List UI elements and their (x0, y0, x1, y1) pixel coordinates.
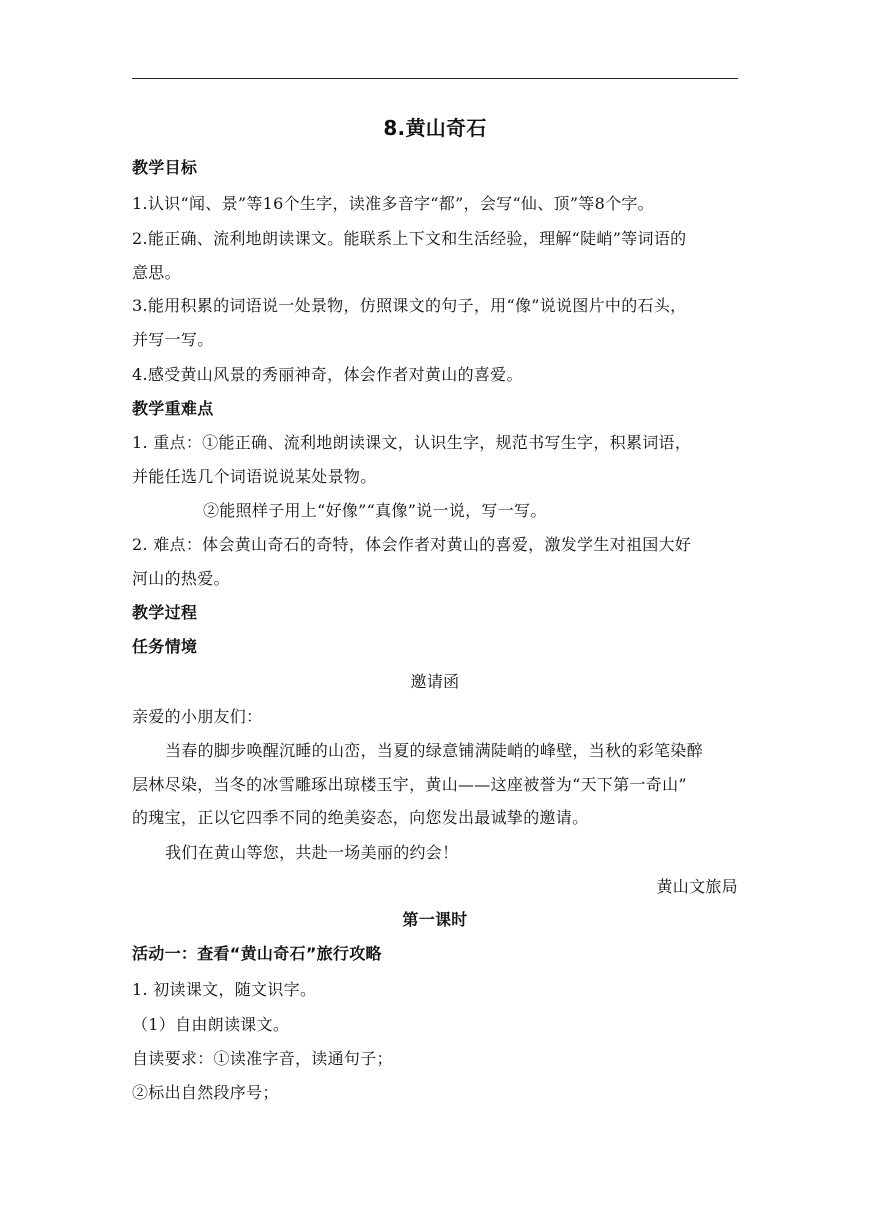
objective-line: 并写一写。 (132, 330, 214, 349)
activity-heading: 活动一：查看“黄山奇石”旅行攻略 (132, 944, 382, 963)
page-title: 8.黄山奇石 (383, 116, 487, 140)
objectives-heading: 教学目标 (132, 158, 198, 177)
invitation-body-line: 当春的脚步唤醒沉睡的山峦，当夏的绿意铺满陡峭的峰壁，当秋的彩笔染醉 (165, 741, 703, 760)
keypoint-line: ②能照样子用上“好像”“真像”说一说，写一写。 (203, 501, 547, 520)
objective-line: 意思。 (132, 263, 181, 282)
lesson-line: 1. 初读课文，随文识字。 (132, 980, 317, 999)
lesson-heading: 第一课时 (402, 910, 468, 929)
task-heading: 任务情境 (132, 637, 198, 656)
invitation-body-line: 我们在黄山等您，共赴一场美丽的约会！ (165, 843, 459, 862)
invitation-title: 邀请函 (410, 672, 460, 691)
lesson-line: 自读要求：①读准字音，读通句子； (132, 1049, 393, 1068)
keypoint-line: 河山的热爱。 (132, 569, 230, 588)
invitation-signature: 黄山文旅局 (656, 877, 738, 896)
lesson-line: ②标出自然段序号； (132, 1083, 279, 1102)
lesson-line: （1）自由朗读课文。 (132, 1015, 290, 1034)
objective-line: 2.能正确、流利地朗读课文。能联系上下文和生活经验，理解“陡峭”等词语的 (132, 229, 687, 248)
keypoint-line: 1. 重点：①能正确、流利地朗读课文，认识生字，规范书写生字，积累词语， (132, 433, 692, 452)
invitation-body-line: 的瑰宝，正以它四季不同的绝美姿态，向您发出最诚挚的邀请。 (132, 808, 589, 827)
process-heading: 教学过程 (132, 603, 198, 622)
keypoints-heading: 教学重难点 (132, 399, 214, 418)
invitation-body-line: 层林尽染，当冬的冰雪雕琢出琼楼玉宇，黄山——这座被誉为“天下第一奇山” (132, 775, 687, 794)
objective-line: 4.感受黄山风景的秀丽神奇，体会作者对黄山的喜爱。 (132, 365, 523, 384)
keypoint-line: 2. 难点：体会黄山奇石的奇特，体会作者对黄山的喜爱，激发学生对祖国大好 (132, 535, 692, 554)
objective-line: 1.认识“闻、景”等16个生字，读准多音字“都”，会写“仙、顶”等8个字。 (132, 194, 654, 213)
header-rule (132, 78, 738, 79)
keypoint-line: 并能任选几个词语说说某处景物。 (132, 467, 377, 486)
objective-line: 3.能用积累的词语说一处景物，仿照课文的句子，用“像”说说图片中的石头， (132, 296, 687, 315)
invitation-greeting: 亲爱的小朋友们： (132, 707, 263, 726)
